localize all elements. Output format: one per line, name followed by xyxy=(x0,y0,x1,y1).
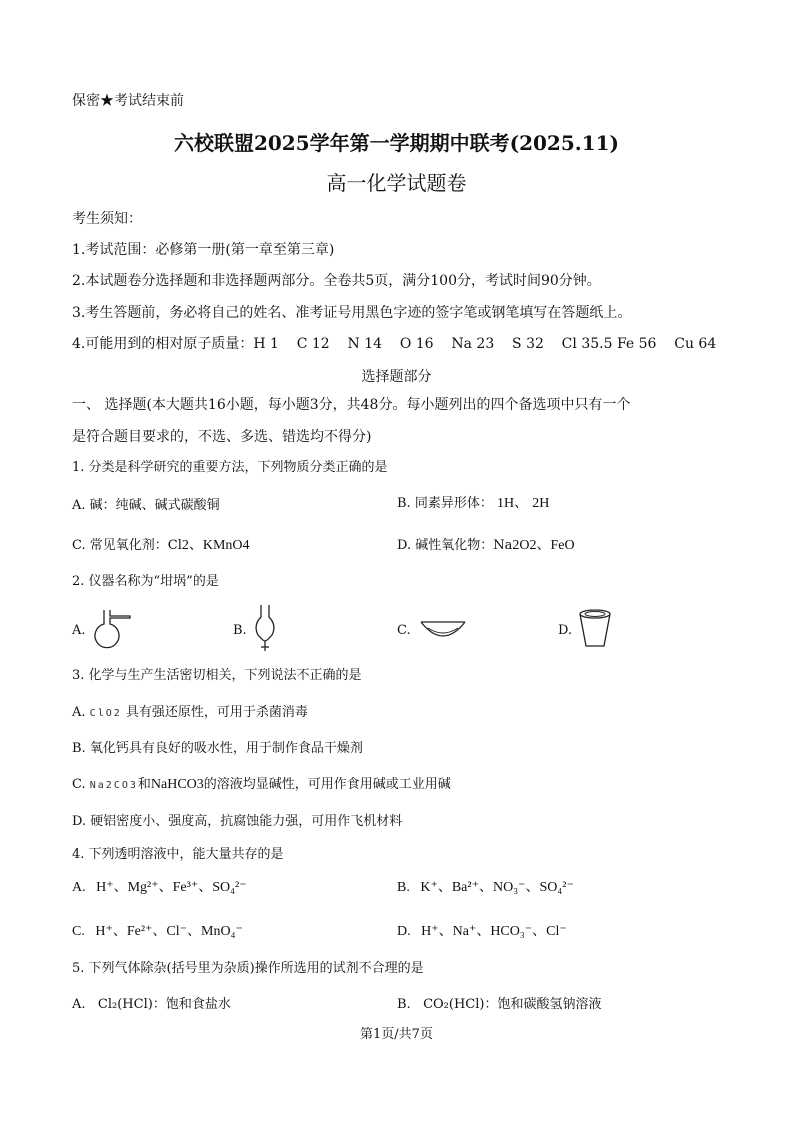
question-3-stem: 3. 化学与生产生活密切相关，下列说法不正确的是 xyxy=(72,668,362,683)
q3-option-a-text: 具有强还原性，可用于杀菌消毒 xyxy=(125,705,308,720)
q3-option-c-label: C. xyxy=(72,777,86,792)
separatory-funnel-icon xyxy=(250,603,280,653)
q3-option-a xyxy=(72,704,308,723)
crucible-icon xyxy=(577,608,613,650)
notice-item-1: 1.考试范围：必修第一册(第一章至第三章) xyxy=(72,242,335,258)
q1-option-d-formulas: 2O2、FeO xyxy=(512,538,575,553)
q4-option-c: C. H⁺、Fe²⁺、Cl⁻、MnO₄⁻ xyxy=(72,924,243,939)
q1-option-b-isotope-1: 1H、 xyxy=(496,496,529,511)
q3-option-a-formula: ClO2 xyxy=(89,708,122,719)
q1-option-c-prefix: C. 常见氧化剂：Cl xyxy=(72,538,182,553)
q3-option-c-and: 和 xyxy=(137,777,151,792)
q3-option-c-text: 的溶液均显碱性，可用作食用碱或工业用碱 xyxy=(203,777,451,792)
q3-option-c-formula-1: Na2CO3 xyxy=(89,780,138,791)
q2-option-b-label: B. xyxy=(233,623,247,638)
notice-item-4: 4.可能用到的相对原子质量：H 1 C 12 N 14 O 16 Na 23 S 32 Cl 35.5 Fe 56 Cu 64 xyxy=(72,336,717,352)
q1-option-c xyxy=(72,537,250,555)
round-bottom-flask-icon xyxy=(90,608,134,652)
q1-option-b xyxy=(397,495,549,513)
page-footer: 第1页/共7页 xyxy=(360,1027,433,1042)
q4-option-a: A. H⁺、Mg²⁺、Fe³⁺、SO₄²⁻ xyxy=(72,880,247,895)
q2-option-c-label: C. xyxy=(397,623,411,638)
notice-item-3: 3.考生答题前，务必将自己的姓名、准考证号用黑色字迹的签字笔或钢笔填写在答题纸上。 xyxy=(72,305,632,321)
exam-title: 六校联盟2025学年第一学期期中联考(2025.11) xyxy=(173,131,620,155)
section-title: 选择题部分 xyxy=(361,369,432,385)
q1-option-a: A. 碱：纯碱、碱式碳酸铜 xyxy=(72,498,220,513)
question-1-stem: 1. 分类是科学研究的重要方法，下列物质分类正确的是 xyxy=(72,460,388,475)
q5-option-a: A. Cl₂(HCl)：饱和食盐水 xyxy=(72,997,231,1012)
section-intro-line-1: 一、 选择题(本大题共16小题，每小题3分，共48分。每小题列出的四个备选项中只有一个 xyxy=(72,397,631,413)
q1-option-d-prefix: D. 碱性氧化物：Na xyxy=(397,538,513,553)
q1-option-b-prefix: B. 同素异形体： xyxy=(397,496,493,511)
q3-option-a-label: A. xyxy=(72,705,86,720)
notice-heading: 考生须知： xyxy=(72,211,142,227)
q1-option-c-formulas: 2、KMnO4 xyxy=(181,538,250,553)
question-2-stem: 2. 仪器名称为“坩埚”的是 xyxy=(72,574,219,589)
q1-option-d xyxy=(397,537,575,555)
q2-option-a-label: A. xyxy=(72,623,86,638)
q3-option-c xyxy=(72,776,451,795)
q1-option-b-isotope-2: 2H xyxy=(532,496,550,511)
exam-subtitle: 高一化学试题卷 xyxy=(326,171,467,195)
q3-option-b: B. 氧化钙具有良好的吸水性，用于制作食品干燥剂 xyxy=(72,741,363,756)
q2-option-d-label: D. xyxy=(558,623,573,638)
q3-option-d: D. 硬铝密度小、强度高，抗腐蚀能力强，可用作飞机材料 xyxy=(72,814,403,829)
notice-item-2: 2.本试题卷分选择题和非选择题两部分。全卷共5页，满分100分，考试时间90分钟。 xyxy=(72,273,601,289)
section-intro-line-2: 是符合题目要求的，不选、多选、错选均不得分) xyxy=(72,429,372,445)
q5-option-b: B. CO₂(HCl)：饱和碳酸氢钠溶液 xyxy=(397,997,602,1012)
evaporating-dish-icon xyxy=(418,616,468,646)
question-4-stem: 4. 下列透明溶液中，能大量共存的是 xyxy=(72,847,284,862)
q4-option-d: D. H⁺、Na⁺、HCO₃⁻、Cl⁻ xyxy=(397,924,567,939)
question-5-stem: 5. 下列气体除杂(括号里为杂质)操作所选用的试剂不合理的是 xyxy=(72,961,424,976)
confidential-label: 保密★考试结束前 xyxy=(72,93,184,109)
q4-option-b: B. K⁺、Ba²⁺、NO₃⁻、SO₄²⁻ xyxy=(397,880,574,895)
q3-option-c-formula-2: NaHCO3 xyxy=(150,777,204,792)
